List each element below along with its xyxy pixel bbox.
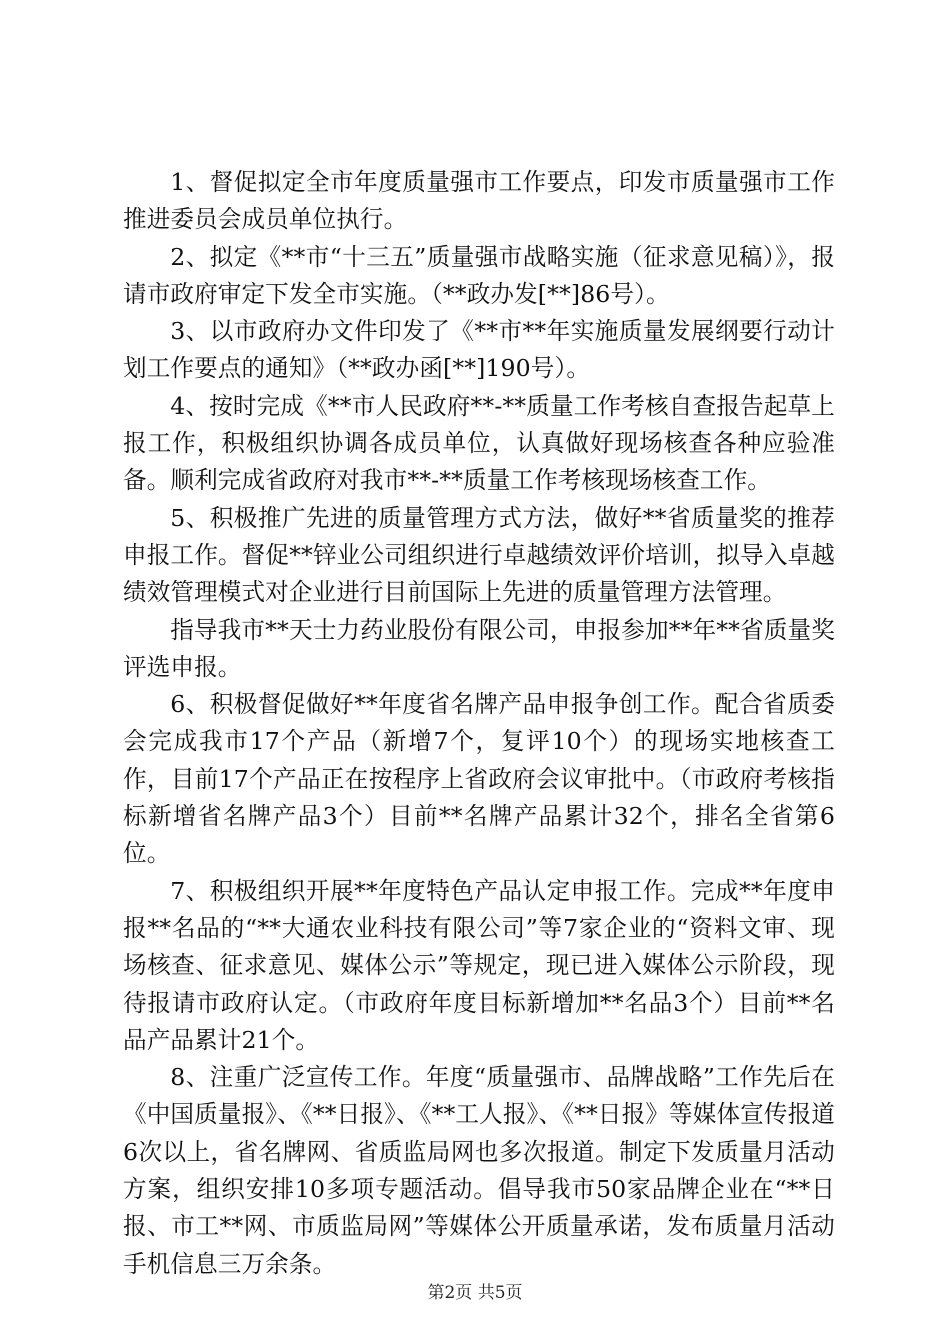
paragraph-8: 8、注重广泛宣传工作。年度“质量强市、品牌战略”工作先后在《中国质量报》、《**日报》、《**工人报》、《**日报》等媒体宣传报道6次以上，省名牌网、省质监局网也多次报道。制定下发质量月活动方案，组织安排10多项专题活动。倡导我市50家品牌企业在“**日报、市工**网、市质监局网”等媒体公开质量承诺，发布质量月活动手机信息三万余条。 [123, 1063, 835, 1278]
page-number-footer: 第2页 共5页 [427, 1283, 523, 1303]
paragraph-4: 4、按时完成《**市人民政府**-**质量工作考核自查报告起草上报工作，积极组织协调各成员单位，认真做好现场核查各种应验准备。顺利完成省政府对我市**-**质量工作考核现场核查工作。 [123, 391, 835, 495]
document-body [123, 164, 835, 1283]
paragraph-6: 6、积极督促做好**年度省名牌产品申报争创工作。配合省质委会完成我市17个产品（新增7个，复评10个）的现场实地核查工作，目前17个产品正在按程序上省政府会议审批中。（市政府考核指标新增省名牌产品3个）目前**名牌产品累计32个，排名全省第6位。 [123, 690, 835, 868]
paragraph-guidance: 指导我市**天士力药业股份有限公司，申报参加**年**省质量奖评选申报。 [123, 615, 835, 681]
paragraph-1: 1、督促拟定全市年度质量强市工作要点，印发市质量强市工作推进委员会成员单位执行。 [123, 168, 835, 234]
paragraph-3: 3、以市政府办文件印发了《**市**年实施质量发展纲要行动计划工作要点的通知》（**政办函[**]190号）。 [123, 317, 835, 383]
paragraph-5: 5、积极推广先进的质量管理方式方法，做好**省质量奖的推荐申报工作。督促**锌业公司组织进行卓越绩效评价培训，拟导入卓越绩效管理模式对企业进行目前国际上先进的质量管理方法管理。 [123, 503, 835, 607]
paragraph-7: 7、积极组织开展**年度特色产品认定申报工作。完成**年度申报**名品的“**大通农业科技有限公司”等7家企业的“资料文审、现场核查、征求意见、媒体公示”等规定，现已进入媒体公示阶段，现待报请市政府认定。（市政府年度目标新增加**名品3个）目前**名品产品累计21个。 [123, 876, 835, 1054]
paragraph-2: 2、拟定《**市“十三五”质量强市战略实施（征求意见稿）》，报请市政府审定下发全市实施。（**政办发[**]86号）。 [123, 242, 835, 308]
